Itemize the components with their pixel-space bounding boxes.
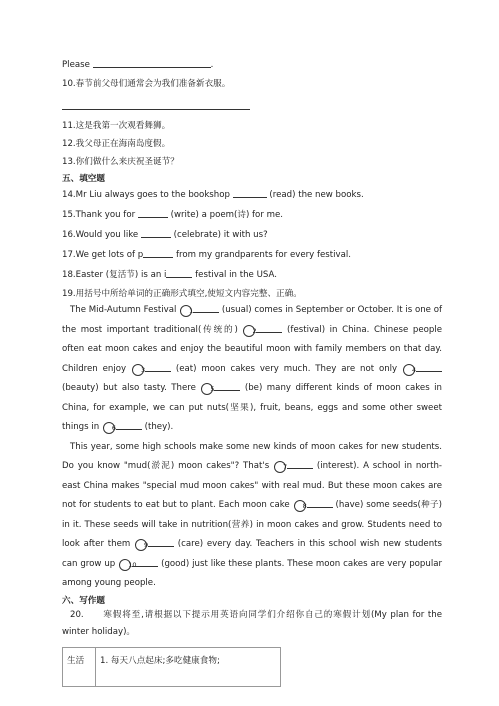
answer-blank[interactable] [141,228,171,238]
blank-number: 1 [180,305,192,317]
blank-number: 8 [294,500,306,512]
question-19: 19.用括号中所给单词的正确形式填空,使短文内容完整、正确。 [62,289,302,299]
blank-number: 2 [243,325,255,337]
answer-blank[interactable] [307,498,333,508]
question-10: 10.春节前父母们通常会为我们准备新衣服。 [62,79,231,89]
answer-blank[interactable] [256,323,282,333]
blank-number: 7 [274,461,286,473]
answer-blank[interactable] [166,268,192,278]
question-14: 14.Mr Liu always goes to the bookshop (read) the new books. [62,190,364,200]
answer-blank[interactable] [145,362,171,372]
table-label-cell: 生活 [63,647,96,686]
answer-line[interactable] [62,97,250,110]
answer-blank[interactable] [193,303,219,313]
question-13: 13.你们做什么来庆祝圣诞节？ [62,157,179,167]
blank-number: 4 [403,364,415,376]
answer-blank[interactable] [233,188,267,198]
answer-blank[interactable] [416,362,442,372]
answer-blank[interactable] [132,557,158,567]
question-11: 11.这是我第一次观看舞狮。 [62,121,171,131]
answer-blank[interactable] [143,248,173,258]
question-17: 17.We get lots of p from my grandparents for every festival. [62,250,351,260]
answer-blank[interactable] [116,420,142,430]
question-15: 15.Thank you for (write) a poem(诗) for me. [62,210,283,220]
table-item-cell: 1. 每天八点起床;多吃健康食物; [96,647,281,686]
blank-number: 9 [135,539,147,551]
section-6-title: 六、写作题 [62,595,105,606]
question-20: 20. 寒假将至,请根据以下提示用英语向同学们介绍你自己的寒假计划(My plan for the winter holiday)。 [62,609,442,637]
answer-blank[interactable] [93,58,211,68]
worksheet-page [62,58,442,687]
answer-blank[interactable] [287,459,313,469]
section-5-title: 五、填空题 [62,174,105,184]
blank-number: 6 [103,422,115,434]
please-period: . [210,60,214,70]
passage-paragraph-2: This year, some high schools make some new kinds of moon cakes for new students. Do you know "mud(淤泥) moon cakes"? That's 7 (interest). A school in north-east China makes "special mud moon cakes" with real mud. But these moon cakes are not for students to eat but to plant. Each moon cake 8 (have) some seeds(种子) in it. These seeds will take in nutrition(营养) in moon cakes and grow. Students need to look after them 9 (care) every day. Teachers in this school wish new students can grow up 10 (good) just like these plants. These moon cakes are very popular among young people. [62,441,443,588]
question-12: 12.我父母正在海南岛度假。 [62,139,171,149]
answer-blank[interactable] [214,381,240,391]
answer-blank[interactable] [138,208,168,218]
blank-number: 10 [119,559,131,571]
blank-number: 3 [132,364,144,376]
blank-number: 5 [201,383,213,395]
passage-paragraph-1: The Mid-Autumn Festival 1 (usual) comes in September or October. It is one of the most important traditional(传统的) 2 (festival) in China. Chinese people often eat moon cakes and enjoy the beautiful moon with family members on that day. Children enjoy 3 (eat) moon cakes very much. They are not only 4 (beauty) but also tasty. There 5 (be) many different kinds of moon cakes in China, for example, we can put nuts(坚果), fruit, beans, eggs and some other sweet things in 6 (they). [62,305,442,432]
question-18: 18.Easter (复活节) is an i festival in the USA. [62,270,277,280]
question-16: 16.Would you like (celebrate) it with us? [62,230,268,240]
answer-blank[interactable] [148,537,174,547]
plan-table [62,647,281,687]
please-line [62,58,442,71]
please-text: Please [62,60,90,70]
